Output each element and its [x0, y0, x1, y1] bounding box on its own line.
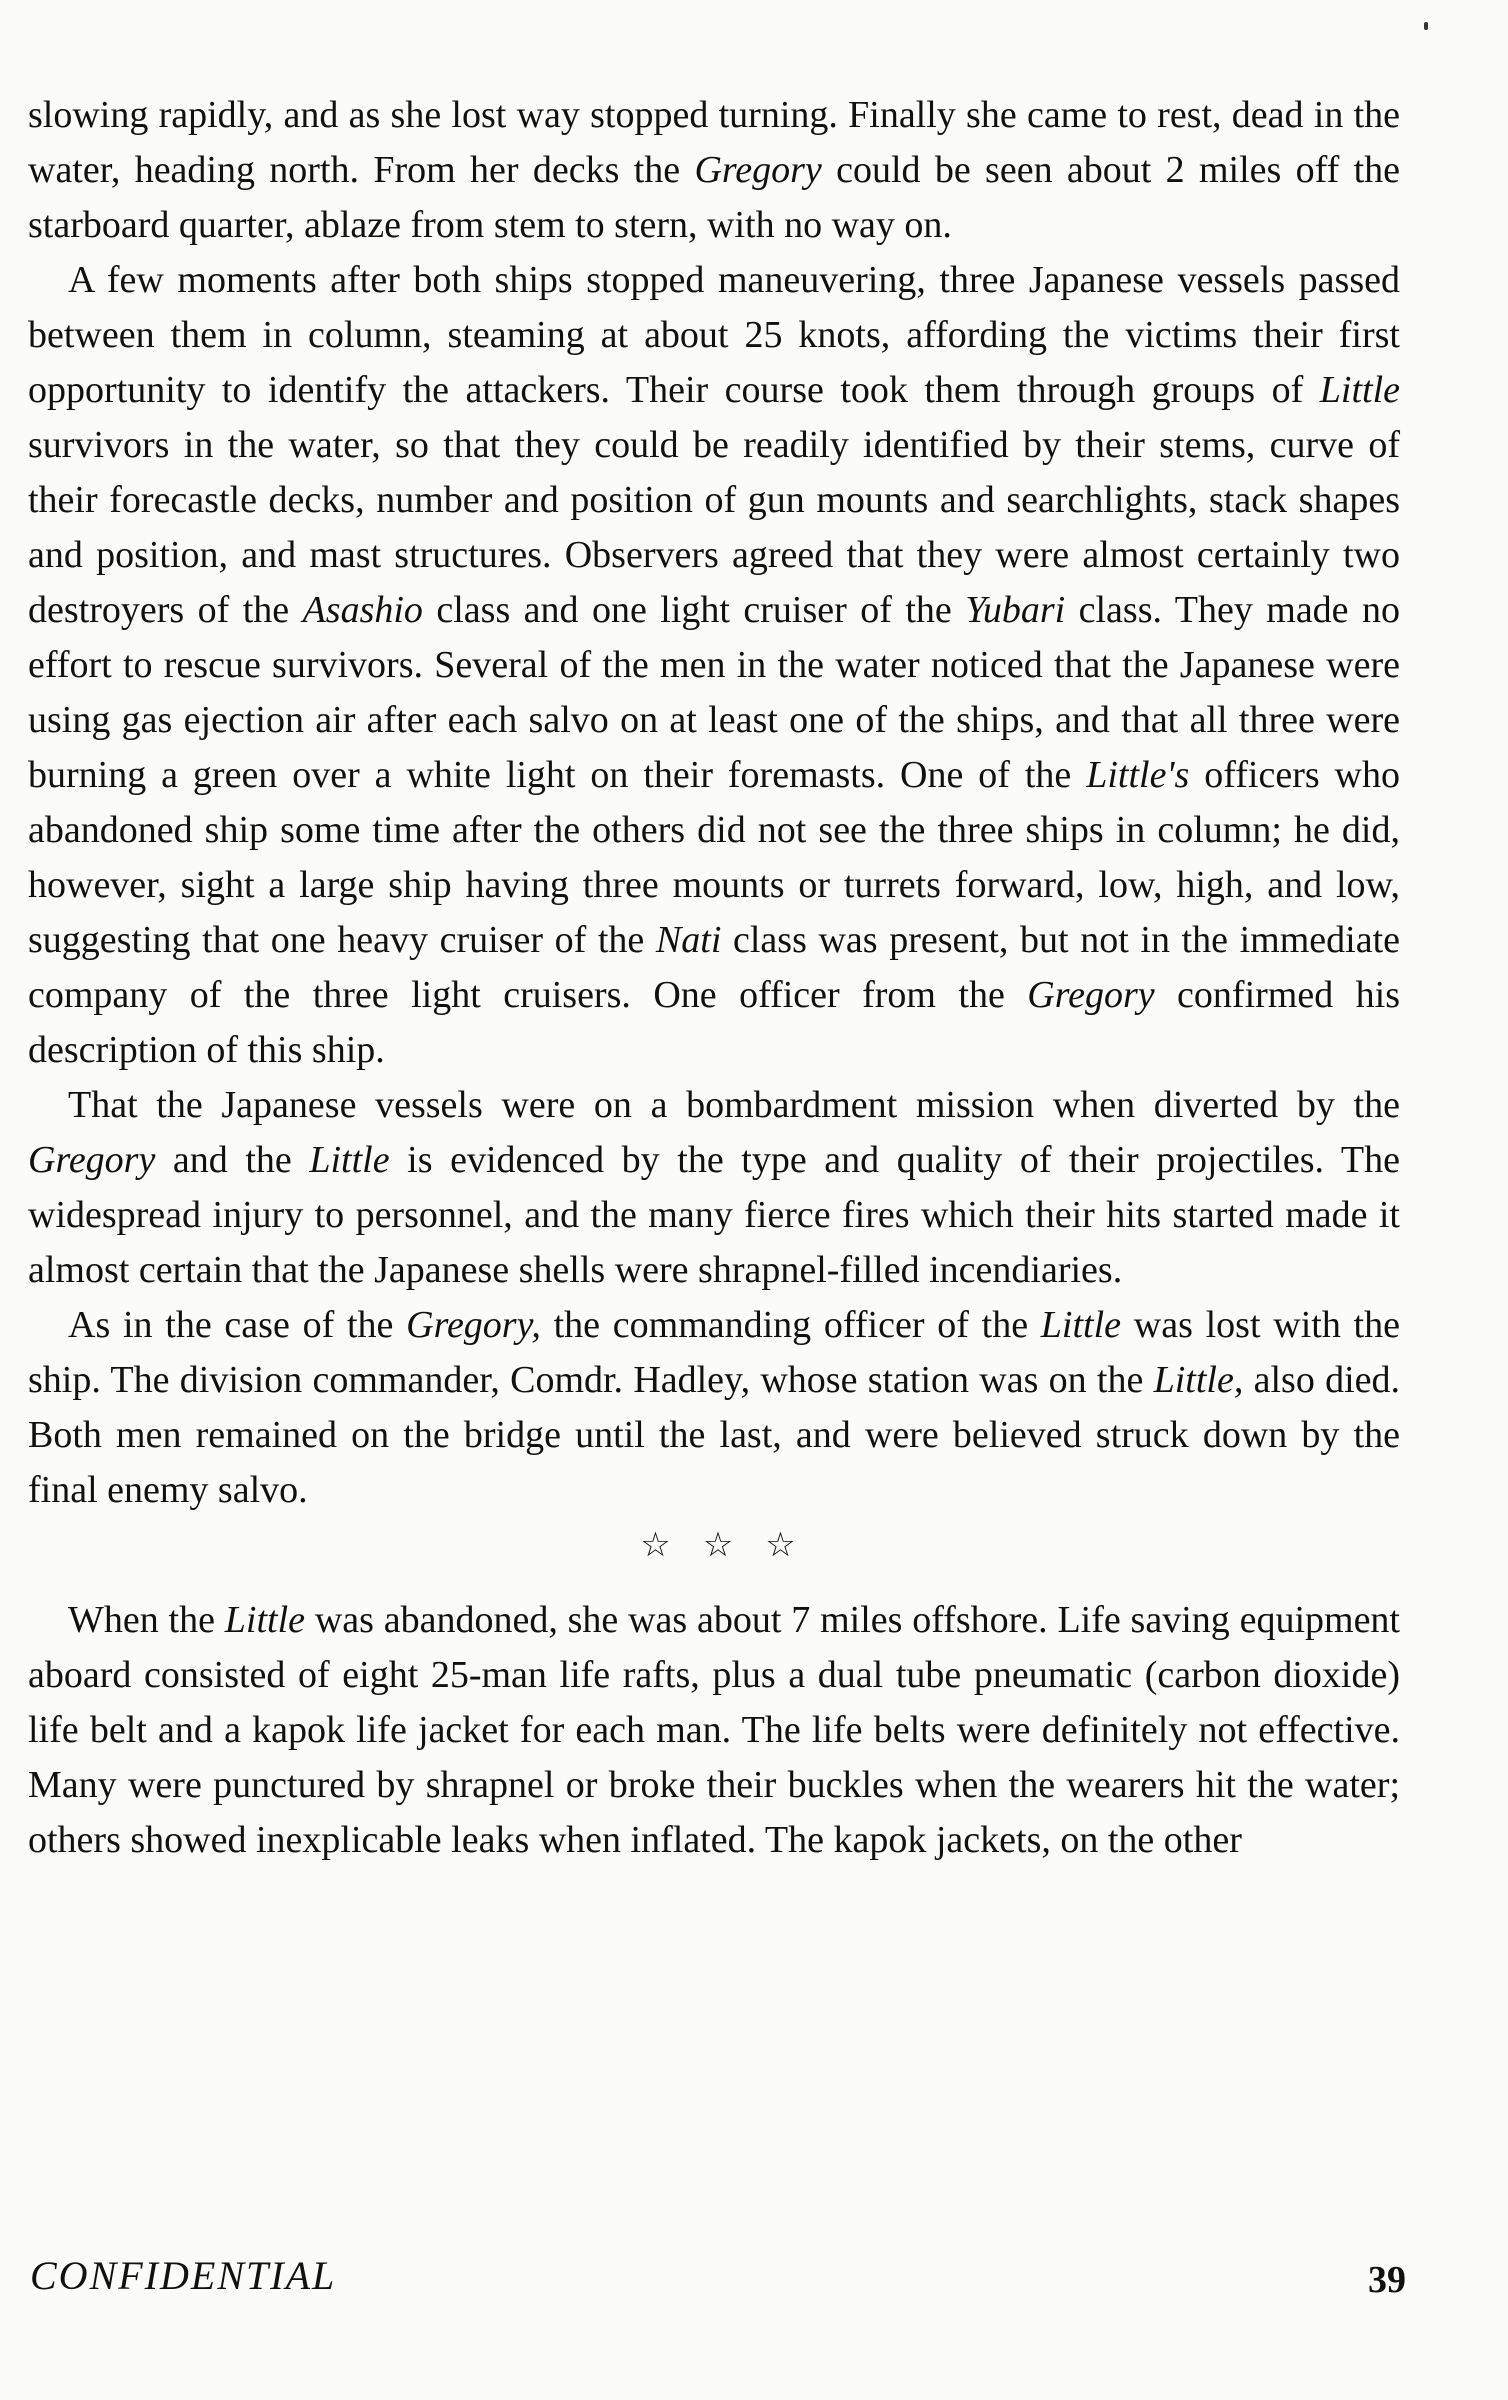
scan-speck	[1424, 22, 1428, 30]
paragraph-2: A few moments after both ships stopped maneuvering, three Japanese vessels passed between them in column, steaming at about 25 knots, affording the victims their first opportunity to identify the attackers. Their course took them through groups of Little survivors in the water, so that they could be readily identified by their stems, curve of their forecastle decks, number and position of gun mounts and searchlights, stack shapes and position, and mast structures. Observers agreed that they were almost certainly two destroyers of the Asashio class and one light cruiser of the Yubari class. They made no effort to rescue survivors. Several of the men in the water noticed that the Japanese were using gas ejection air after each salvo on at least one of the ships, and that all three were burning a green over a white light on their foremasts. One of the Little's officers who abandoned ship some time after the others did not see the three ships in column; he did, however, sight a large ship having three mounts or turrets forward, low, high, and low, suggesting that one heavy cruiser of the Nati class was present, but not in the immediate company of the three light cruisers. One officer from the Gregory confirmed his description of this ship.	[28, 259, 1401, 1071]
classification-label: CONFIDENTIAL	[30, 2253, 337, 2298]
paragraph-4: As in the case of the Gregory, the commanding officer of the Little was lost with the ship. The division commander, Comdr. Hadley, whose station was on the Little, also died. Both men remained on the bridge until the last, and were believed struck down by the final enemy salvo.	[28, 1304, 1401, 1511]
paragraph-3: That the Japanese vessels were on a bombardment mission when diverted by the Gregory and the Little is evidenced by the type and quality of their projectiles. The widespread injury to personnel, and the many fierce fires which their hits started made it almost certain that the Japanese shells were shrapnel-filled incendiaries.	[28, 1084, 1400, 1291]
body-text	[28, 88, 1400, 1868]
page-number: 39	[1368, 2259, 1406, 2301]
section-separator-stars: ☆☆☆	[640, 1525, 828, 1565]
paragraph-5: When the Little was abandoned, she was about 7 miles offshore. Life saving equipment aboard consisted of eight 25-man life rafts, plus a dual tube pneumatic (carbon dioxide) life belt and a kapok life jacket for each man. The life belts were definitely not effective. Many were punctured by shrapnel or broke their buckles when the wearers hit the water; others showed inexplicable leaks when inflated. The kapok jackets, on the other	[28, 1599, 1400, 1861]
paragraph-1: slowing rapidly, and as she lost way stopped turning. Finally she came to rest, dead in the water, heading north. From her decks the Gregory could be seen about 2 miles off the starboard quarter, ablaze from stem to stern, with no way on.	[28, 94, 1400, 246]
